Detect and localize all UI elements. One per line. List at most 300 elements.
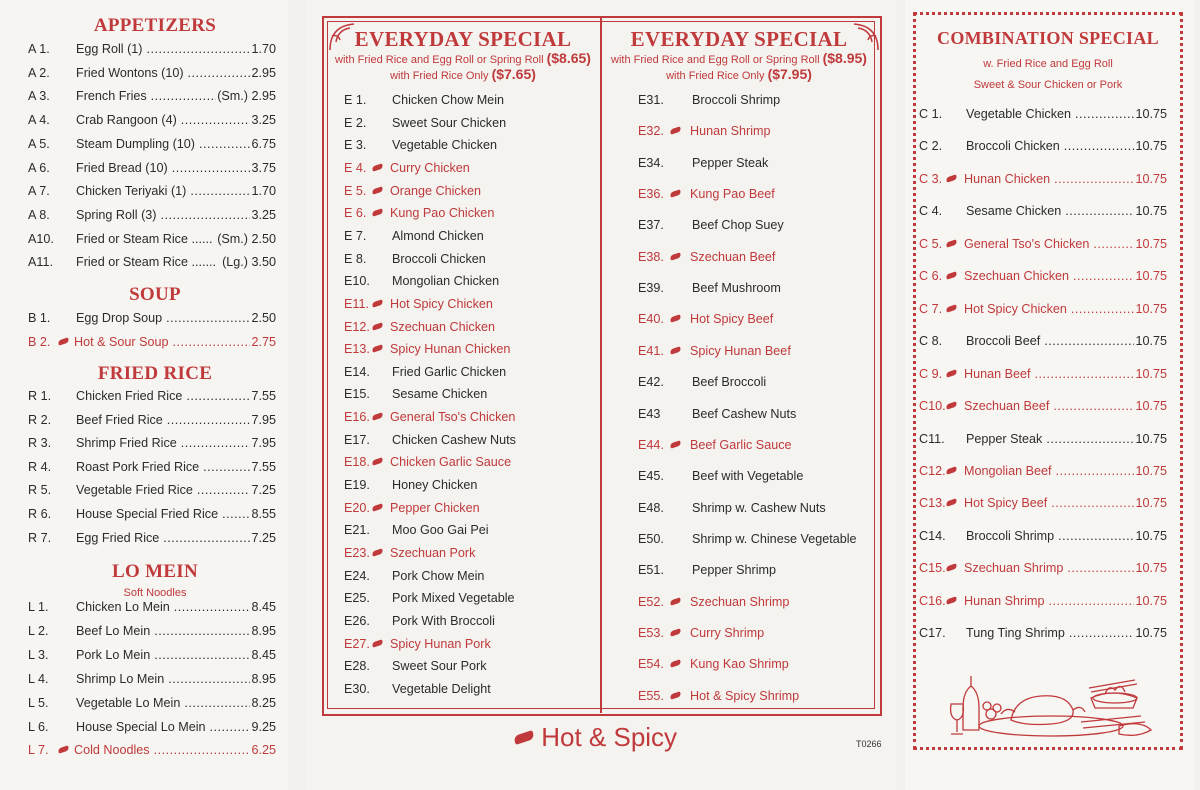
- item-name: General Tso's Chicken .....: [964, 237, 1134, 251]
- item-name: Beef Garlic Sauce: [690, 437, 792, 452]
- item-name: Fried Wontons (10) .....: [76, 66, 250, 80]
- item-price: 7.55: [251, 459, 276, 474]
- item-name: Hot Spicy Chicken: [390, 296, 493, 311]
- item-name: Beef Cashew Nuts: [692, 406, 797, 421]
- menu-item: [638, 469, 896, 483]
- item-code: C11.: [919, 431, 945, 446]
- item-name: Broccoli Chicken: [392, 251, 486, 266]
- item-code: E52.: [638, 594, 664, 609]
- item-price: 8.25: [251, 695, 276, 710]
- food-illustration: [941, 664, 1169, 742]
- menu-item: [344, 433, 596, 447]
- menu-item: [344, 116, 596, 130]
- item-name: Broccoli Beef .....: [966, 334, 1134, 348]
- item-code: C15.: [919, 561, 946, 576]
- item-price: 7.25: [251, 483, 276, 498]
- menu-item: [919, 269, 1167, 283]
- menu-item: [638, 689, 896, 703]
- item-price: 7.55: [251, 389, 276, 403]
- print-code: T0266: [856, 739, 882, 749]
- item-price: 8.45: [251, 647, 276, 662]
- menu-item: [638, 93, 896, 107]
- menu-item: [638, 281, 896, 295]
- item-name: Szechuan Pork: [390, 546, 476, 560]
- menu-item: [28, 255, 276, 269]
- item-code: B 2.: [28, 334, 51, 349]
- item-price: 8.45: [251, 600, 276, 614]
- lo-mein-subtitle: Soft Noodles: [123, 587, 187, 599]
- item-code: E 3.: [344, 138, 367, 153]
- menu-item: [919, 302, 1167, 316]
- item-name: Fried or Steam Rice ...... .....: [76, 232, 216, 246]
- item-name: Vegetable Delight: [392, 681, 491, 696]
- everyday-special-title-left: EVERYDAY SPECIAL: [354, 27, 572, 51]
- item-code: R 4.: [28, 459, 52, 474]
- menu-item: [919, 626, 1167, 640]
- menu-item: [28, 648, 276, 662]
- item-code: E26.: [344, 613, 370, 628]
- menu-item: [919, 399, 1167, 413]
- menu-item: [638, 124, 896, 138]
- item-name: Shrimp Lo Mein .....: [76, 672, 250, 686]
- item-name: Sweet Sour Pork: [392, 659, 487, 674]
- menu-item: [28, 311, 276, 325]
- item-name: Beef with Vegetable: [692, 469, 804, 484]
- item-code: C17.: [919, 626, 946, 641]
- item-price: 10.75: [1135, 204, 1167, 219]
- rice-only-price-left: ($7.65): [491, 66, 536, 82]
- item-price: 3.25: [251, 207, 276, 222]
- everyday-special-title-right: EVERYDAY SPECIAL: [630, 27, 848, 51]
- item-code: E21.: [344, 523, 370, 538]
- item-price: 10.75: [1135, 366, 1167, 381]
- chili-pepper-icon: [513, 730, 535, 745]
- item-name: Szechuan Chicken: [390, 319, 496, 334]
- menu-item: [919, 432, 1167, 446]
- item-price: 10.75: [1135, 561, 1167, 576]
- item-code: A 3.: [28, 89, 50, 104]
- item-code: E20.: [344, 500, 370, 515]
- menu-item: [28, 208, 276, 222]
- menu-item: [344, 637, 596, 651]
- item-code: E28.: [344, 659, 370, 674]
- item-name: Curry Chicken: [390, 160, 470, 175]
- menu-item: [919, 237, 1167, 251]
- item-name: Kung Pao Chicken: [390, 206, 495, 221]
- item-price: 10.75: [1135, 334, 1167, 349]
- item-name: Pork Lo Mein .....: [76, 648, 250, 662]
- item-name: Almond Chicken: [392, 228, 484, 243]
- item-name: Pepper Shrimp: [692, 563, 776, 578]
- item-price: 7.95: [251, 436, 276, 451]
- menu-item: [28, 507, 276, 521]
- item-code: E17.: [344, 432, 370, 447]
- item-code: R 5.: [28, 483, 52, 498]
- menu-item: [638, 187, 896, 201]
- menu-item: [638, 156, 896, 170]
- menu-item: [919, 594, 1167, 608]
- item-name: Chicken Garlic Sauce: [390, 455, 512, 470]
- item-code: E 8.: [344, 251, 367, 266]
- menu-item: [344, 297, 596, 311]
- item-price: 7.95: [251, 412, 276, 427]
- item-name: Szechuan Beef .....: [964, 399, 1134, 413]
- item-code: L 4.: [28, 671, 49, 686]
- item-code: L 3.: [28, 647, 49, 662]
- item-name: General Tso's Chicken: [390, 410, 516, 425]
- item-code: E19.: [344, 478, 370, 493]
- item-code: E18.: [344, 455, 370, 470]
- item-name: Szechuan Beef: [690, 249, 776, 264]
- item-code: E 1.: [344, 93, 367, 107]
- item-code: E38.: [638, 249, 664, 264]
- menu-item: [344, 659, 596, 673]
- menu-item: [344, 138, 596, 152]
- item-name: Beef Mushroom: [692, 281, 781, 296]
- item-code: C 7.: [919, 301, 943, 316]
- item-code: E43: [638, 406, 661, 421]
- item-name: Cold Noodles .....: [74, 743, 250, 757]
- item-name: Kung Kao Shrimp: [690, 657, 789, 672]
- item-name: Beef Lo Mein .....: [76, 624, 250, 638]
- item-name: French Fries .....: [76, 89, 216, 103]
- item-code: E13.: [344, 342, 370, 357]
- item-code: E34.: [638, 155, 664, 170]
- item-price: 8.55: [251, 507, 276, 521]
- item-name: Fried or Steam Rice ....... .....: [76, 255, 221, 269]
- item-code: A11.: [28, 255, 53, 270]
- item-name: Fried Garlic Chicken: [392, 364, 507, 379]
- item-name: Sesame Chicken: [392, 387, 488, 402]
- item-price: 2.75: [251, 334, 276, 349]
- item-name: Spring Roll (3) .....: [76, 208, 250, 222]
- item-name: House Special Lo Mein .....: [76, 720, 250, 734]
- item-name: Sesame Chicken .....: [966, 204, 1134, 218]
- rice-only-line-left: with Fried Rice Only: [390, 70, 489, 82]
- item-code: B 1.: [28, 311, 51, 325]
- menu-item: [638, 250, 896, 264]
- menu-item: [344, 455, 596, 469]
- item-name: Pork Mixed Vegetable: [392, 591, 515, 606]
- menu-item: [344, 614, 596, 628]
- menu-item: [344, 252, 596, 266]
- menu-item: [28, 600, 276, 614]
- item-code: E 6.: [344, 206, 367, 221]
- menu-item: [28, 672, 276, 686]
- item-name: Mongolian Beef .....: [964, 464, 1134, 478]
- item-price: 10.75: [1135, 431, 1167, 446]
- item-code: E55.: [638, 688, 664, 703]
- menu-item: [28, 624, 276, 638]
- combo-line-left: with Fried Rice and Egg Roll or Spring Roll: [335, 54, 544, 66]
- item-code: E24.: [344, 568, 370, 583]
- item-name: Fried Bread (10) .....: [76, 161, 250, 175]
- item-name: Beef Chop Suey: [692, 218, 784, 233]
- item-price: 2.95: [251, 65, 276, 80]
- menu-item: [919, 367, 1167, 381]
- menu-item: [344, 365, 596, 379]
- item-code: E16.: [344, 410, 370, 425]
- item-name: Pork Chow Mein: [392, 568, 485, 583]
- item-price: 8.95: [251, 671, 276, 686]
- item-code: C16.: [919, 593, 946, 608]
- item-price: 10.75: [1135, 107, 1167, 121]
- item-price: 3.25: [251, 113, 276, 128]
- item-name: Vegetable Lo Mein .....: [76, 696, 250, 710]
- item-name: Broccoli Chicken .....: [966, 139, 1134, 153]
- hot-spicy-legend: [512, 722, 677, 753]
- combo-price-right: ($8.95): [822, 50, 867, 66]
- rice-only-price-right: ($7.95): [767, 66, 812, 82]
- item-code: E42.: [638, 375, 664, 390]
- item-name: Vegetable Chicken: [392, 138, 498, 153]
- combination-panel: [905, 0, 1195, 790]
- menu-item: [28, 89, 276, 103]
- item-name: Hunan Shrimp .....: [964, 594, 1134, 608]
- menu-item: [638, 218, 896, 232]
- item-code: E 7.: [344, 228, 367, 243]
- item-code: A 5.: [28, 136, 50, 151]
- item-name: Szechuan Shrimp .....: [964, 561, 1134, 575]
- item-name: Honey Chicken: [392, 478, 478, 493]
- item-code: E51.: [638, 563, 664, 578]
- combo-price-left: ($8.65): [546, 50, 591, 66]
- menu-item: [344, 569, 596, 583]
- menu-item: [28, 161, 276, 175]
- item-price: 7.25: [251, 530, 276, 545]
- item-name: Chicken Lo Mein .....: [76, 600, 250, 614]
- menu-item: [28, 232, 276, 246]
- menu-item: [919, 204, 1167, 218]
- item-code: C 4.: [919, 204, 943, 219]
- menu-item: [638, 501, 896, 515]
- menu-item: [28, 66, 276, 80]
- item-code: L 1.: [28, 600, 49, 614]
- item-name: Beef Broccoli: [692, 375, 767, 390]
- item-code: E36.: [638, 187, 664, 202]
- menu-item: [344, 682, 596, 696]
- item-price: 10.75: [1135, 528, 1167, 543]
- menu-item: [344, 546, 596, 560]
- combination-title: COMBINATION SPECIAL: [937, 28, 1159, 48]
- menu-item: [28, 436, 276, 450]
- item-name: Moo Goo Gai Pei: [392, 523, 489, 538]
- menu-item: [344, 523, 596, 537]
- menu-item: [638, 657, 896, 671]
- menu-item: [28, 483, 276, 497]
- item-price: (Lg.) 3.50: [222, 255, 276, 270]
- item-name: Pepper Chicken: [390, 500, 480, 515]
- menu-item: [344, 161, 596, 175]
- item-code: L 5.: [28, 695, 49, 710]
- item-code: E14.: [344, 364, 370, 379]
- item-name: Orange Chicken: [390, 183, 482, 198]
- menu-item: [28, 184, 276, 198]
- item-name: Hot & Sour Soup .....: [74, 335, 250, 349]
- item-code: A10.: [28, 231, 54, 246]
- item-code: C 1.: [919, 107, 943, 121]
- menu-item: [28, 743, 276, 757]
- item-price: 10.75: [1135, 269, 1167, 284]
- item-code: R 7.: [28, 530, 52, 545]
- item-name: Egg Drop Soup .....: [76, 311, 250, 325]
- menu-item: [919, 139, 1167, 153]
- item-code: A 1.: [28, 42, 50, 56]
- menu-item: [638, 438, 896, 452]
- item-price: 10.75: [1135, 496, 1167, 511]
- rice-only-line-right: with Fried Rice Only: [666, 70, 765, 82]
- menu-item: [638, 344, 896, 358]
- item-price: 10.75: [1135, 139, 1167, 154]
- item-name: Vegetable Fried Rice .....: [76, 483, 250, 497]
- item-code: L 2.: [28, 623, 49, 638]
- item-price: 2.50: [251, 311, 276, 325]
- item-price: 6.25: [251, 743, 276, 758]
- item-code: E32.: [638, 124, 664, 139]
- combination-line1: w. Fried Rice and Egg Roll: [983, 58, 1113, 70]
- menu-item: [28, 531, 276, 545]
- item-name: Shrimp w. Cashew Nuts: [692, 500, 826, 515]
- item-code: C 6.: [919, 269, 943, 284]
- item-name: Broccoli Shrimp .....: [966, 529, 1134, 543]
- hot-spicy-legend-label: Hot & Spicy: [541, 722, 678, 752]
- item-code: A 7.: [28, 184, 50, 199]
- item-code: E40.: [638, 312, 664, 327]
- menu-item: [919, 172, 1167, 186]
- item-code: C10.: [919, 399, 946, 414]
- menu-item: [638, 626, 896, 640]
- menu-item: [919, 496, 1167, 510]
- menu-item: [344, 387, 596, 401]
- item-code: E23.: [344, 546, 370, 560]
- menu-item: [344, 184, 596, 198]
- menu-item: [344, 274, 596, 288]
- item-name: Tung Ting Shrimp .....: [966, 626, 1134, 640]
- left-panel: [0, 0, 288, 790]
- everyday-special-panel: [306, 0, 896, 790]
- item-price: (Sm.) 2.50: [217, 231, 276, 246]
- item-name: Egg Fried Rice .....: [76, 531, 250, 545]
- menu-item: [919, 529, 1167, 543]
- menu-item: [638, 375, 896, 389]
- item-code: E 2.: [344, 115, 367, 130]
- item-name: Hunan Beef .....: [964, 367, 1134, 381]
- item-code: E30.: [344, 681, 370, 696]
- item-code: E11.: [344, 296, 369, 311]
- item-code: C 8.: [919, 334, 943, 349]
- item-code: E27.: [344, 636, 370, 651]
- item-name: Curry Shrimp: [690, 625, 765, 640]
- item-name: Mongolian Chicken: [392, 274, 500, 289]
- menu-item: [638, 312, 896, 326]
- item-name: House Special Fried Rice .....: [76, 507, 250, 521]
- menu-item: [919, 464, 1167, 478]
- menu-item: [28, 413, 276, 427]
- item-code: A 2.: [28, 65, 50, 80]
- item-name: Hunan Shrimp: [690, 124, 771, 139]
- item-name: Spicy Hunan Pork: [390, 636, 491, 651]
- item-code: A 6.: [28, 160, 50, 175]
- menu-item: [919, 561, 1167, 575]
- menu-item: [344, 342, 596, 356]
- item-code: E45.: [638, 469, 664, 484]
- menu-item: [344, 501, 596, 515]
- item-code: C 2.: [919, 139, 943, 154]
- item-code: E 4.: [344, 160, 367, 175]
- item-code: C13.: [919, 496, 946, 511]
- item-price: 10.75: [1135, 626, 1167, 641]
- item-code: E50.: [638, 531, 664, 546]
- item-name: Hot Spicy Chicken .....: [964, 302, 1134, 316]
- menu-item: [28, 113, 276, 127]
- menu-item: [28, 335, 276, 349]
- item-code: C12.: [919, 463, 946, 478]
- menu-item: [344, 206, 596, 220]
- menu-item: [344, 320, 596, 334]
- item-code: C 5.: [919, 236, 943, 251]
- item-name: Vegetable Chicken .....: [966, 107, 1134, 121]
- item-code: E39.: [638, 281, 664, 296]
- item-price: 3.75: [251, 160, 276, 175]
- item-price: (Sm.) 2.95: [217, 89, 276, 104]
- item-code: C 9.: [919, 366, 943, 381]
- item-name: Shrimp Fried Rice .....: [76, 436, 250, 450]
- menu-item: [344, 591, 596, 605]
- menu-item: [28, 460, 276, 474]
- item-code: C14.: [919, 528, 946, 543]
- item-name: Pepper Steak .....: [966, 432, 1134, 446]
- menu-item: [28, 42, 276, 56]
- item-name: Steam Dumpling (10) .....: [76, 137, 250, 151]
- item-name: Chicken Chow Mein: [392, 93, 504, 107]
- item-name: Chicken Fried Rice .....: [76, 389, 250, 403]
- item-price: 8.95: [251, 623, 276, 638]
- item-code: C 3.: [919, 171, 943, 186]
- item-code: E54.: [638, 657, 664, 672]
- item-price: 10.75: [1135, 593, 1167, 608]
- item-price: 10.75: [1135, 399, 1167, 414]
- item-code: E44.: [638, 437, 664, 452]
- item-name: Hunan Chicken .....: [964, 172, 1134, 186]
- item-code: E41.: [638, 343, 664, 358]
- menu-item: [344, 478, 596, 492]
- column-divider: [600, 17, 602, 713]
- item-name: Spicy Hunan Chicken: [390, 342, 511, 357]
- item-price: 6.75: [251, 136, 276, 151]
- menu-item: [344, 229, 596, 243]
- item-price: 10.75: [1135, 301, 1167, 316]
- item-name: Shrimp w. Chinese Vegetable: [692, 531, 857, 546]
- menu-item: [28, 389, 276, 403]
- item-code: E53.: [638, 625, 664, 640]
- item-name: Kung Pao Beef: [690, 187, 775, 202]
- item-name: Hot Spicy Beef .....: [964, 496, 1134, 510]
- item-code: R 2.: [28, 412, 52, 427]
- item-name: Hot Spicy Beef: [690, 312, 774, 327]
- item-name: Egg Roll (1) .....: [76, 42, 250, 56]
- menu-item: [919, 107, 1167, 121]
- item-code: A 4.: [28, 113, 50, 128]
- menu-item: [28, 137, 276, 151]
- menu-item: [638, 407, 896, 421]
- item-price: 10.75: [1135, 171, 1167, 186]
- menu-item: [638, 532, 896, 546]
- item-name: Chicken Cashew Nuts: [392, 432, 516, 447]
- item-code: L 6.: [28, 719, 49, 734]
- item-name: Sweet Sour Chicken: [392, 115, 507, 130]
- item-price: 1.70: [251, 184, 276, 199]
- item-name: Roast Pork Fried Rice .....: [76, 460, 250, 474]
